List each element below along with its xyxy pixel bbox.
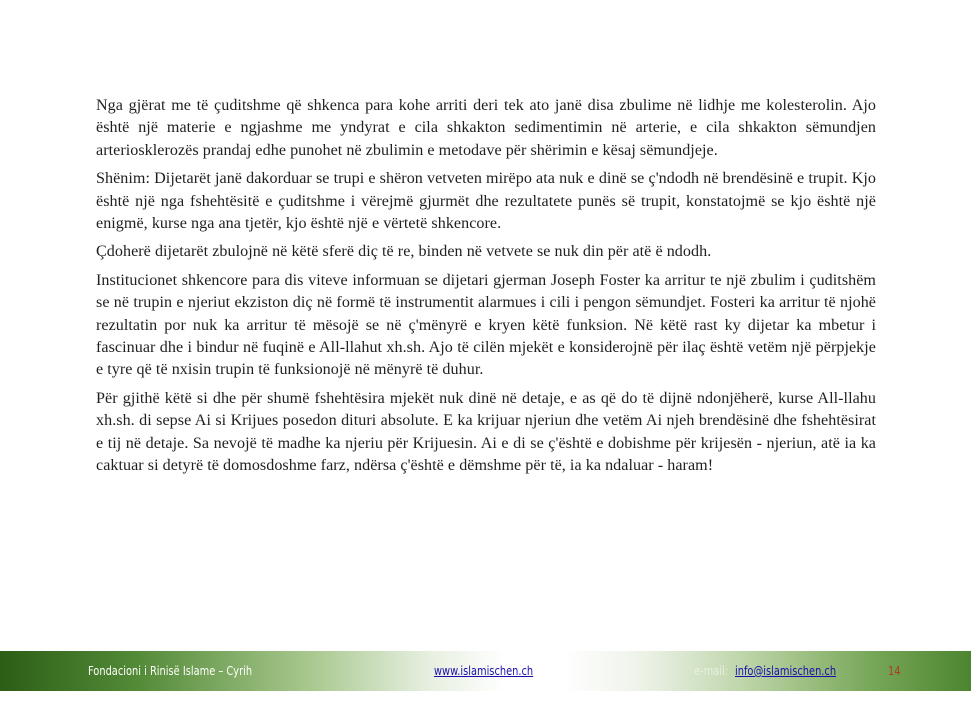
page-footer xyxy=(0,651,971,691)
footer-email-link[interactable]: info@islamischen.ch xyxy=(735,664,837,678)
document-body xyxy=(96,95,876,484)
paragraph-institutions: Institucionet shkencore para dis viteve informuan se dijetari gjerman Joseph Foster ka arritur te një zbulim i çuditshëm se në trupin e njeriut ekziston diç në formë të instrumentit alarmues i cili i pengon sëmundjet. Fosteri ka arritur të njohë rezultatin por nuk ka arritur të mësojë se në ç'mënyrë e kryen këtë funksion. Në këtë rast ky dijetar ka mbetur i fascinuar dhe i bindur në fuqinë e All-llahut xh.sh. Ajo të cilën mjekët e konsiderojnë për ilaç është vetëm një përpjekje e tyre që të nxisin trupin të funksionojë në mënyrë të duhur. xyxy=(96,271,876,379)
footer-website-link[interactable]: www.islamischen.ch xyxy=(434,664,534,678)
paragraph-cholesterol: Nga gjërat me të çuditshme që shkenca para kohe arriti deri tek ato janë disa zbulime në lidhje me kolesterolin. Ajo është një materie e ngjashme me yndyrat e cila shkakton sedimentimin në arterie, e cila shkakton sëmundjen arteriosklerozës prandaj edhe punohet në zbulimin e metodave për shërimin e kësaj sëmundjeje. xyxy=(96,97,876,159)
page-number: 14 xyxy=(888,664,901,678)
footer-organization: Fondacioni i Rinisë Islame – Cyrih xyxy=(88,664,253,678)
footer-email-label: e-mail: xyxy=(694,664,729,678)
paragraph-discoveries: Çdoherë dijetarët zbulojnë në këtë sferë diç të re, binden në vetvete se nuk din për atë ë ndodh. xyxy=(96,243,712,261)
paragraph-conclusion: Për gjithë këtë si dhe për shumë fshehtësira mjekët nuk dinë në detaje, e as që do të dijnë ndonjëherë, kurse All-llahu xh.sh. di sepse Ai si Krijues posedon dituri absolute. E ka krijuar njeriun dhe vetëm Ai njeh brendësinë dhe fshehtësirat e tij në detaje. Sa nevojë të madhe ka njeriu për Krijuesin. Ai e di se ç'është e dobishme për krijesën - njeriun, atë ia ka caktuar si detyrë të domosdoshme farz, ndërsa ç'është e dëmshme për të, ia ka ndaluar - haram! xyxy=(96,389,876,475)
paragraph-note: Shënim: Dijetarët janë dakorduar se trupi e shëron vetveten mirëpo ata nuk e dinë se ç'ndodh në brendësinë e trupit. Kjo është një nga fshehtësitë e çuditshme i vërejmë gjurmët dhe rezultatete punës së trupit, konstatojmë se kjo është një enigmë, kurse nga ana tjetër, kjo është një e vërtetë shkencore. xyxy=(96,170,876,233)
